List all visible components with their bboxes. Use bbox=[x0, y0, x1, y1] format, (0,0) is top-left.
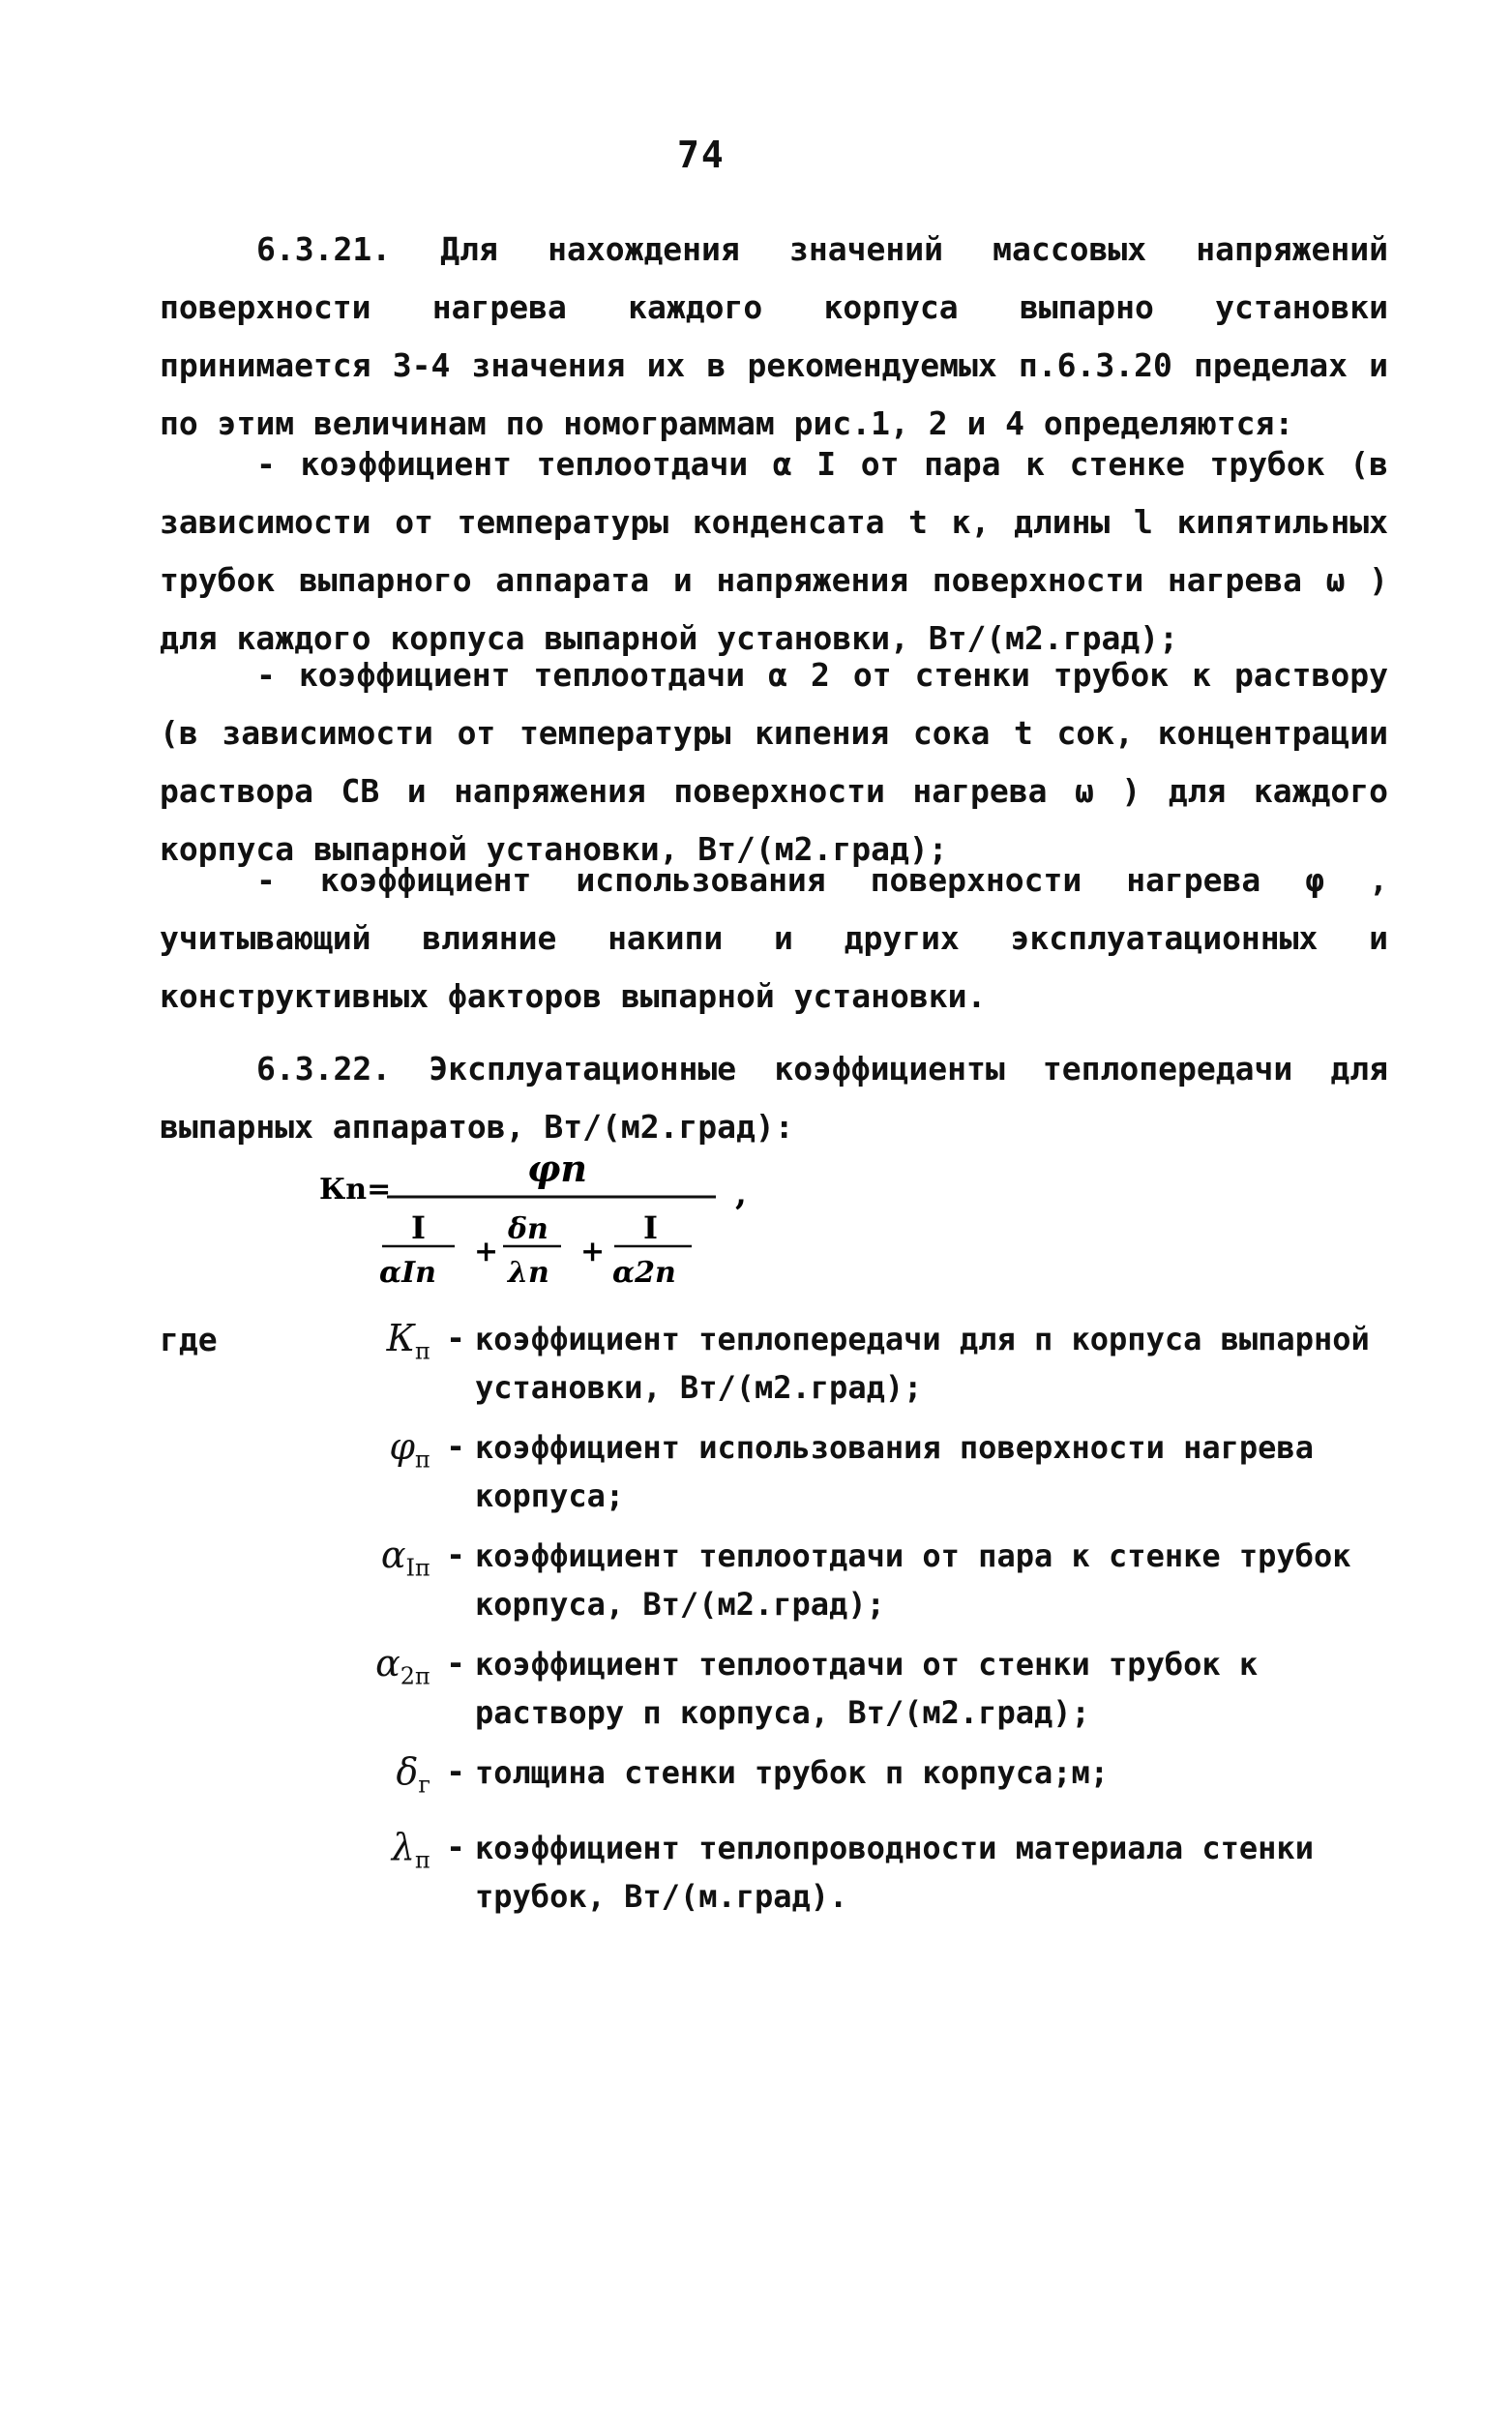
symbol-letter: α bbox=[375, 1642, 400, 1685]
formula-trail: , bbox=[735, 1175, 747, 1213]
definition-text: коэффициент теплоотдачи от пара к стенке трубок корпуса, Вт/(м2.град); bbox=[475, 1537, 1351, 1623]
definition-row bbox=[363, 1528, 1388, 1628]
definition-dash: - bbox=[446, 1319, 465, 1357]
definition-symbol bbox=[363, 1744, 436, 1812]
symbol-subscript: г bbox=[418, 1771, 430, 1799]
definition-text: коэффициент теплоотдачи от стенки трубок к раствору п корпуса, Вт/(м2.град); bbox=[475, 1646, 1259, 1731]
definition-row bbox=[363, 1820, 1388, 1921]
term2-denominator: λn bbox=[508, 1256, 549, 1290]
definition-symbol bbox=[363, 1311, 436, 1379]
term3-denominator: α2n bbox=[612, 1256, 676, 1290]
paragraph-phi-definition bbox=[160, 851, 1388, 1026]
symbol-subscript: 2п bbox=[400, 1662, 430, 1690]
term3-numerator: I bbox=[643, 1209, 658, 1246]
definition-symbol bbox=[363, 1419, 436, 1487]
definition-dash: - bbox=[446, 1827, 465, 1865]
definition-symbol bbox=[363, 1636, 436, 1704]
paragraph-text: 6.3.22. Эксплуатационные коэффициенты теплопередачи для выпарных аппаратов, Вт/(м2.град): bbox=[160, 1050, 1388, 1146]
formula-lhs: Кn= bbox=[319, 1173, 392, 1207]
paragraph-6-3-21 bbox=[160, 221, 1388, 453]
definition-text: коэффициент теплопередачи для п корпуса выпарной установки, Вт/(м2.град); bbox=[475, 1321, 1370, 1406]
term1-denominator: αIn bbox=[379, 1256, 436, 1290]
symbol-subscript: п bbox=[415, 1846, 430, 1874]
symbol-letter: φ bbox=[389, 1425, 415, 1468]
definition-symbol bbox=[363, 1528, 436, 1595]
symbol-letter: α bbox=[380, 1534, 406, 1576]
definition-symbol bbox=[363, 1820, 436, 1888]
definitions-list bbox=[363, 1311, 1388, 1928]
definition-text: коэффициент теплопроводности материала стенки трубок, Вт/(м.град). bbox=[475, 1829, 1314, 1915]
formula-numerator: φn bbox=[527, 1147, 588, 1190]
plus-sign-1: + bbox=[474, 1235, 499, 1268]
paragraph-6-3-22 bbox=[160, 1040, 1388, 1156]
definition-row bbox=[363, 1744, 1388, 1812]
definition-row bbox=[363, 1636, 1388, 1737]
term1-numerator: I bbox=[411, 1209, 426, 1246]
definition-dash: - bbox=[446, 1752, 465, 1790]
definition-row bbox=[363, 1311, 1388, 1412]
definition-row bbox=[363, 1419, 1388, 1520]
symbol-letter: λ bbox=[391, 1825, 415, 1868]
definition-dash: - bbox=[446, 1535, 465, 1573]
definition-dash: - bbox=[446, 1427, 465, 1465]
page-number: 74 bbox=[677, 134, 726, 176]
paragraph-text: 6.3.21. Для нахождения значений массовых напряжений поверхности нагрева каждого корпуса выпарно установки принимается 3-4 значения их в рекомендуемых п.6.3.20 пределах и по этим величинам по номограммам рис.1, 2 и 4 определяются: bbox=[160, 230, 1388, 442]
definition-text: коэффициент использования поверхности нагрева корпуса; bbox=[475, 1429, 1314, 1514]
plus-sign-2: + bbox=[580, 1235, 606, 1268]
formula-svg bbox=[319, 1147, 784, 1301]
heat-transfer-formula bbox=[319, 1147, 784, 1301]
paragraph-text: - коэффициент использования поверхности нагрева φ , учитывающий влияние накипи и других эксплуатационных и конструктивных факторов выпарной установки. bbox=[160, 861, 1388, 1015]
paragraph-alpha2-definition bbox=[160, 646, 1388, 879]
definition-text: толщина стенки трубок п корпуса;м; bbox=[475, 1754, 1110, 1791]
paragraph-alpha1-definition bbox=[160, 435, 1388, 668]
symbol-letter: К bbox=[386, 1317, 415, 1359]
symbol-subscript: Iп bbox=[405, 1554, 430, 1582]
where-label: где bbox=[160, 1321, 218, 1358]
definition-dash: - bbox=[446, 1644, 465, 1682]
symbol-subscript: п bbox=[415, 1446, 430, 1474]
symbol-letter: δ bbox=[396, 1750, 419, 1793]
paragraph-text: - коэффициент теплоотдачи α 2 от стенки трубок к раствору (в зависимости от температуры кипения сока t сок, концентрации раствора СВ и напряжения поверхности нагрева ω ) для каждого корпуса выпарной установки, Вт/(м2.град); bbox=[160, 656, 1388, 868]
term2-numerator: δn bbox=[508, 1212, 548, 1246]
symbol-subscript: п bbox=[415, 1337, 430, 1365]
paragraph-text: - коэффициент теплоотдачи α I от пара к стенке трубок (в зависимости от температуры конденсата t к, длины l кипятильных трубок выпарного аппарата и напряжения поверхности нагрева ω ) для каждого корпуса выпарной установки, Вт/(м2.град); bbox=[160, 445, 1388, 657]
